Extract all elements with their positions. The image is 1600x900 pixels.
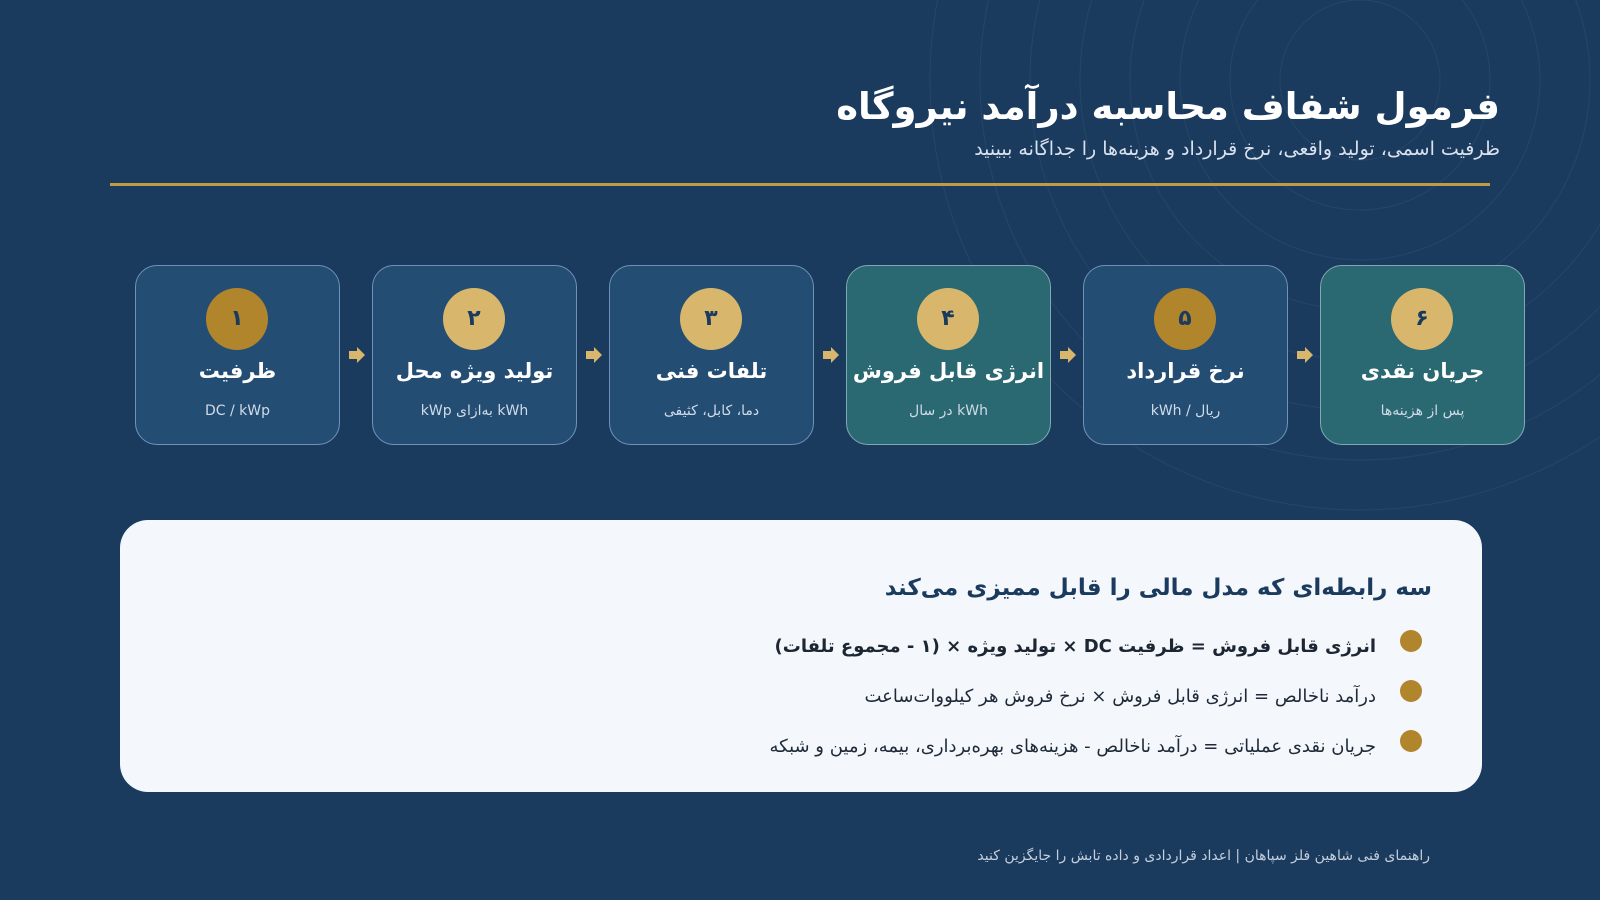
footer-note: راهنمای فنی شاهین فلز سپاهان | اعداد قراردادی و داده تابش را جایگزین کنید [977,848,1430,864]
formula-panel [120,520,1482,792]
step-subtitle-2: kWh به‌ازای kWp [420,403,529,419]
formula-text: جریان نقدی عملیاتی = درآمد ناخالص - هزینه‌های بهره‌برداری، بیمه، زمین و شبکه [769,736,1376,757]
step-card-6 [1320,265,1525,445]
step-title-5: نرخ قرارداد [1126,359,1245,383]
step-subtitle-6: پس از هزینه‌ها [1380,403,1465,419]
formula-list [422,624,1422,774]
header [400,80,1500,164]
title-divider [110,183,1490,186]
arrow-right-icon [821,345,841,365]
formula-text: درآمد ناخالص = انرژی قابل فروش × نرخ فروش هر کیلووات‌ساعت [864,686,1376,707]
formula-text: انرژی قابل فروش = ظرفیت DC × تولید ویژه × (۱ - مجموع تلفات) [774,636,1376,657]
step-number-6: ۶ [1391,288,1453,350]
step-card-1 [135,265,340,445]
step-subtitle-3: دما، کابل، کثیفی [663,403,760,419]
step-number-1: ۱ [206,288,268,350]
process-steps [135,265,1525,445]
bullet-dot-icon [1400,730,1422,752]
step-number-4: ۴ [917,288,979,350]
list-item [422,624,1422,674]
step-title-4: انرژی قابل فروش [852,359,1045,383]
arrow-right-icon [1058,345,1078,365]
step-title-6: جریان نقدی [1360,359,1485,383]
step-title-3: تلفات فنی [655,359,768,383]
step-card-2 [372,265,577,445]
step-title-2: تولید ویژه محل [395,359,554,383]
step-number-3: ۳ [680,288,742,350]
list-item [422,724,1422,774]
step-number-2: ۲ [443,288,505,350]
panel-heading: سه رابطه‌ای که مدل مالی را قابل ممیزی می‌کند [884,575,1432,601]
step-card-4 [846,265,1051,445]
bullet-dot-icon [1400,680,1422,702]
list-item [422,674,1422,724]
step-card-5 [1083,265,1288,445]
page-subtitle: ظرفیت اسمی، تولید واقعی، نرخ قرارداد و هزینه‌ها را جداگانه ببینید [974,138,1500,160]
arrow-right-icon [1295,345,1315,365]
step-title-1: ظرفیت [198,359,277,383]
step-subtitle-4: kWh در سال [909,403,988,419]
step-card-3 [609,265,814,445]
bullet-dot-icon [1400,630,1422,652]
step-subtitle-1: DC / kWp [204,403,270,419]
page-title: فرمول شفاف محاسبه درآمد نیروگاه [836,85,1500,128]
arrow-right-icon [347,345,367,365]
step-subtitle-5: ریال / kWh [1150,403,1221,419]
step-number-5: ۵ [1154,288,1216,350]
arrow-right-icon [584,345,604,365]
